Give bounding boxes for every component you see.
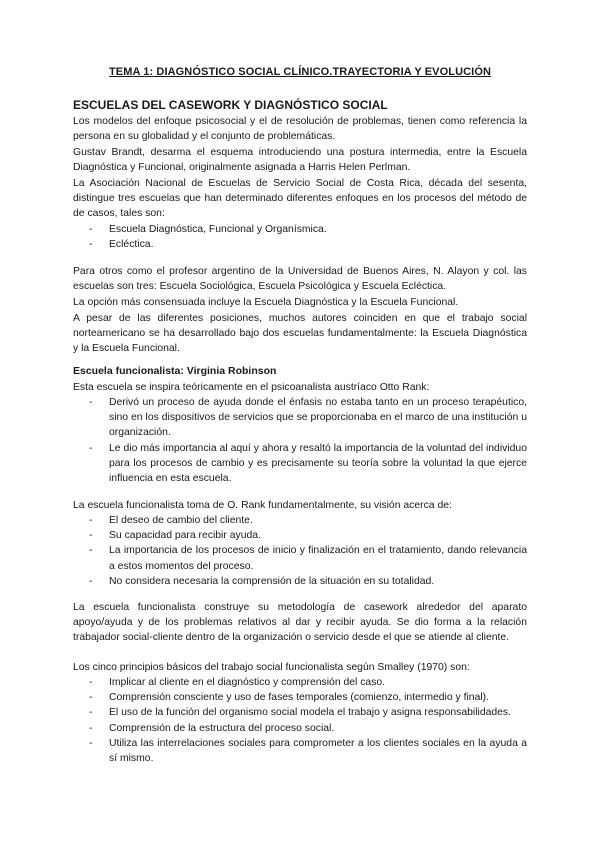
list-item: - Utiliza las interrelaciones sociales para comprometer a los clientes sociales en la ayuda a sí mismo. (73, 736, 527, 766)
paragraph: A pesar de las diferentes posiciones, muchos autores coinciden en que el trabajo social norteamericano se ha desarrollado bajo dos escuelas fundamentalmente: la Escuela Diagnóstica y la Escuela Funcional. (73, 313, 527, 355)
list-item: - Implicar al cliente en el diagnóstico y comprensión del caso. (73, 675, 527, 690)
bullet-list (73, 222, 527, 252)
paragraph: La escuela funcionalista construye su metodología de casework alrededor del aparato apoyo/ayuda y de los problemas relativos al dar y recibir ayuda. Se dio forma a la relación trabajador social-cliente dentro de la organización o servicio desde el que se atiende al cliente. (73, 602, 527, 644)
paragraph: Los modelos del enfoque psicosocial y el de resolución de problemas, tienen como referencia la persona en su globalidad y el conjunto de problemáticas. (73, 116, 527, 143)
list-item: - Ecléctica. (73, 237, 527, 252)
paragraph: La escuela funcionalista toma de O. Rank fundamentalmente, su visión acerca de: (73, 500, 452, 511)
list-item: - Escuela Diagnóstica, Funcional y Organísmica. (73, 222, 527, 237)
list-item: - El deseo de cambio del cliente. (73, 513, 527, 528)
bullet-list (73, 395, 527, 486)
paragraph: Gustav Brandt, desarma el esquema introduciendo una postura intermedia, entre la Escuela Diagnóstica y Funcional, originalmente asignada a Harris Helen Perlman. (73, 147, 527, 174)
paragraph: Para otros como el profesor argentino de la Universidad de Buenos Aires, N. Alayon y col. las escuelas son tres: Escuela Sociológica, Escuela Psicológica y Escuela Ecléctica. (73, 266, 527, 293)
document-title: TEMA 1: DIAGNÓSTICO SOCIAL CLÍNICO.TRAYECTORIA Y EVOLUCIÓN (108, 66, 492, 78)
paragraph: Esta escuela se inspira teóricamente en el psicoanalista austríaco Otto Rank: (73, 382, 430, 393)
section-heading-functionalist: Escuela funcionalista: Virginia Robinson (73, 365, 277, 377)
paragraph: La Asociación Nacional de Escuelas de Servicio Social de Costa Rica, década del sesenta, distingue tres escuelas que han determinado diferentes enfoques en los procesos del método de de casos, tales son: (73, 178, 527, 220)
list-item: - Le dio más importancia al aquí y ahora y resaltó la importancia de la voluntad del individuo para los procesos de cambio y es precisamente su teoría sobre la voluntad la que ejerce influencia en esta escuela. (73, 441, 527, 487)
list-item: - La importancia de los procesos de inicio y finalización en el tratamiento, dando relevancia a estos momentos del proceso. (73, 543, 527, 573)
section-heading-schools: ESCUELAS DEL CASEWORK Y DIAGNÓSTICO SOCIAL (73, 98, 388, 112)
list-item: - Derivó un proceso de ayuda donde el énfasis no estaba tanto en un proceso terapéutico, sino en los dispositivos de servicios que se proporcionaba en el marco de una institución u organización. (73, 395, 527, 441)
paragraph: La opción más consensuada incluye la Escuela Diagnóstica y la Escuela Funcional. (73, 297, 459, 308)
list-item: - Su capacidad para recibir ayuda. (73, 528, 527, 543)
list-item: - No considera necesaria la comprensión de la situación en su totalidad. (73, 574, 527, 589)
paragraph: Los cinco principios básicos del trabajo social funcionalista según Smalley (1970) son: (73, 662, 470, 673)
bullet-list (73, 513, 527, 589)
list-item: - Comprensión consciente y uso de fases temporales (comienzo, intermedio y final). (73, 690, 527, 705)
list-item: - Comprensión de la estructura del proceso social. (73, 721, 527, 736)
list-item: - El uso de la función del organismo social modela el trabajo y asigna responsabilidades. (73, 705, 527, 720)
bullet-list (73, 675, 527, 766)
